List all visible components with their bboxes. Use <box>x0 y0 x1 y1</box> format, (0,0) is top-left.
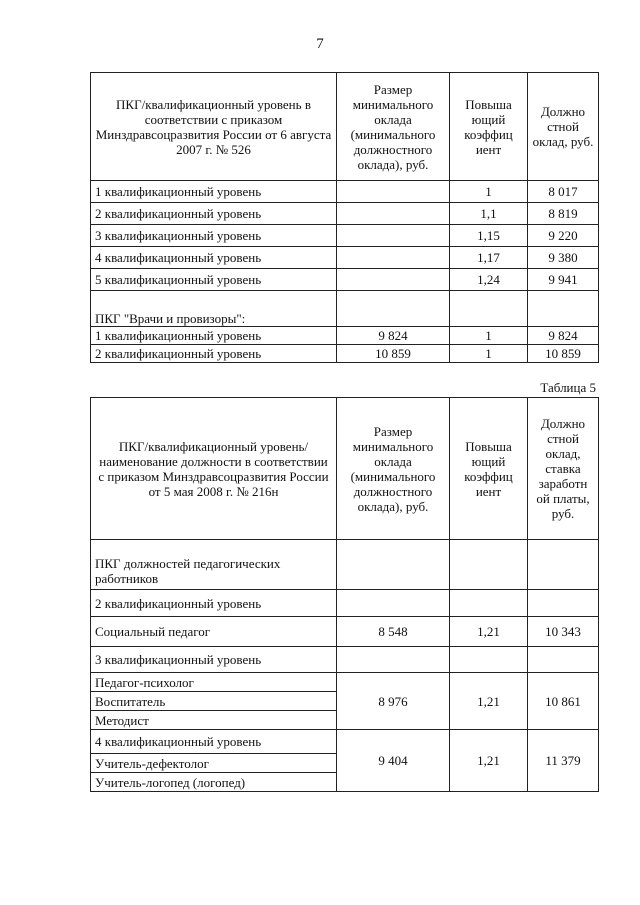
empty-cell <box>337 291 450 327</box>
table2-header-row <box>91 398 599 540</box>
table-row <box>91 590 599 617</box>
table-row <box>91 291 599 327</box>
row-coef: 1,15 <box>450 225 528 247</box>
row-name: Социальный педагог <box>91 617 337 647</box>
empty-cell <box>337 590 450 617</box>
row-base <box>337 203 450 225</box>
row-base: 9 404 <box>337 730 450 792</box>
row-salary: 9 941 <box>528 269 599 291</box>
row-salary: 8 819 <box>528 203 599 225</box>
row-salary: 10 859 <box>528 345 599 363</box>
row-salary: 10 343 <box>528 617 599 647</box>
table-row <box>91 269 599 291</box>
table-row <box>91 225 599 247</box>
table2-header-col3: Повыша ющий коэффиц иент <box>450 398 528 540</box>
row-salary: 8 017 <box>528 181 599 203</box>
row-name: 1 квалификационный уровень <box>91 181 337 203</box>
row-coef: 1,17 <box>450 247 528 269</box>
empty-cell <box>337 540 450 590</box>
row-name: 2 квалификационный уровень <box>91 345 337 363</box>
empty-cell <box>528 540 599 590</box>
empty-cell <box>528 590 599 617</box>
empty-cell <box>528 291 599 327</box>
row-salary: 9 380 <box>528 247 599 269</box>
salary-table-1 <box>90 72 599 363</box>
row-base <box>337 247 450 269</box>
table2-header-col4: Должно стной оклад, ставка заработн ой платы, руб. <box>528 398 599 540</box>
row-base: 8 976 <box>337 673 450 730</box>
row-coef: 1,21 <box>450 730 528 792</box>
position-name: Воспитатель <box>91 692 337 711</box>
row-base: 9 824 <box>337 327 450 345</box>
row-coef: 1 <box>450 181 528 203</box>
row-base <box>337 225 450 247</box>
table2-header-col2: Размер минимального оклада (минимального должностного оклада), руб. <box>337 398 450 540</box>
position-name: Учитель-дефектолог <box>91 754 337 773</box>
row-name: 3 квалификационный уровень <box>91 225 337 247</box>
table1-header-col4: Должно стной оклад, руб. <box>528 73 599 181</box>
table-row <box>91 345 599 363</box>
group-title: ПКГ должностей педагогических работников <box>91 540 337 590</box>
row-name: 1 квалификационный уровень <box>91 327 337 345</box>
row-base: 8 548 <box>337 617 450 647</box>
row-salary: 9 220 <box>528 225 599 247</box>
table1-header-col1: ПКГ/квалификационный уровень в соответствии с приказом Минздравсоцразвития России от 6 августа 2007 г. № 526 <box>91 73 337 181</box>
row-base: 10 859 <box>337 345 450 363</box>
table-row <box>91 617 599 647</box>
empty-cell <box>450 291 528 327</box>
table-row <box>91 540 599 590</box>
row-name: 4 квалификационный уровень <box>91 247 337 269</box>
row-coef: 1,1 <box>450 203 528 225</box>
row-name: 5 квалификационный уровень <box>91 269 337 291</box>
row-salary: 10 861 <box>528 673 599 730</box>
row-salary: 11 379 <box>528 730 599 792</box>
table-caption: Таблица 5 <box>540 380 596 395</box>
row-salary: 9 824 <box>528 327 599 345</box>
position-name: Учитель-логопед (логопед) <box>91 773 337 792</box>
row-coef: 1 <box>450 345 528 363</box>
table-row <box>91 730 599 754</box>
table1-header-col3: Повыша ющий коэффиц иент <box>450 73 528 181</box>
row-name: 2 квалификационный уровень <box>91 203 337 225</box>
empty-cell <box>450 540 528 590</box>
row-coef: 1 <box>450 327 528 345</box>
row-base <box>337 269 450 291</box>
table2-header-col1: ПКГ/квалификационный уровень/наименование должности в соответствии с приказом Минздравсоцразвития России от 5 мая 2008 г. № 216н <box>91 398 337 540</box>
row-coef: 1,24 <box>450 269 528 291</box>
table-row <box>91 327 599 345</box>
group-title: ПКГ "Врачи и провизоры": <box>91 291 337 327</box>
table-row <box>91 673 599 692</box>
row-coef: 1,21 <box>450 673 528 730</box>
table-row <box>91 247 599 269</box>
table1-header-row <box>91 73 599 181</box>
page-number: 7 <box>316 36 324 52</box>
salary-table-2 <box>90 397 599 792</box>
position-name: Педагог-психолог <box>91 673 337 692</box>
empty-cell <box>528 647 599 673</box>
row-coef: 1,21 <box>450 617 528 647</box>
empty-cell <box>337 647 450 673</box>
level-2-label: 2 квалификационный уровень <box>91 590 337 617</box>
table-row <box>91 181 599 203</box>
row-base <box>337 181 450 203</box>
table-row <box>91 647 599 673</box>
table1-header-col2: Размер минимального оклада (минимального должностного оклада), руб. <box>337 73 450 181</box>
level-3-label: 3 квалификационный уровень <box>91 647 337 673</box>
empty-cell <box>450 647 528 673</box>
position-name: Методист <box>91 711 337 730</box>
level-4-label: 4 квалификационный уровень <box>91 730 337 754</box>
empty-cell <box>450 590 528 617</box>
table-row <box>91 203 599 225</box>
